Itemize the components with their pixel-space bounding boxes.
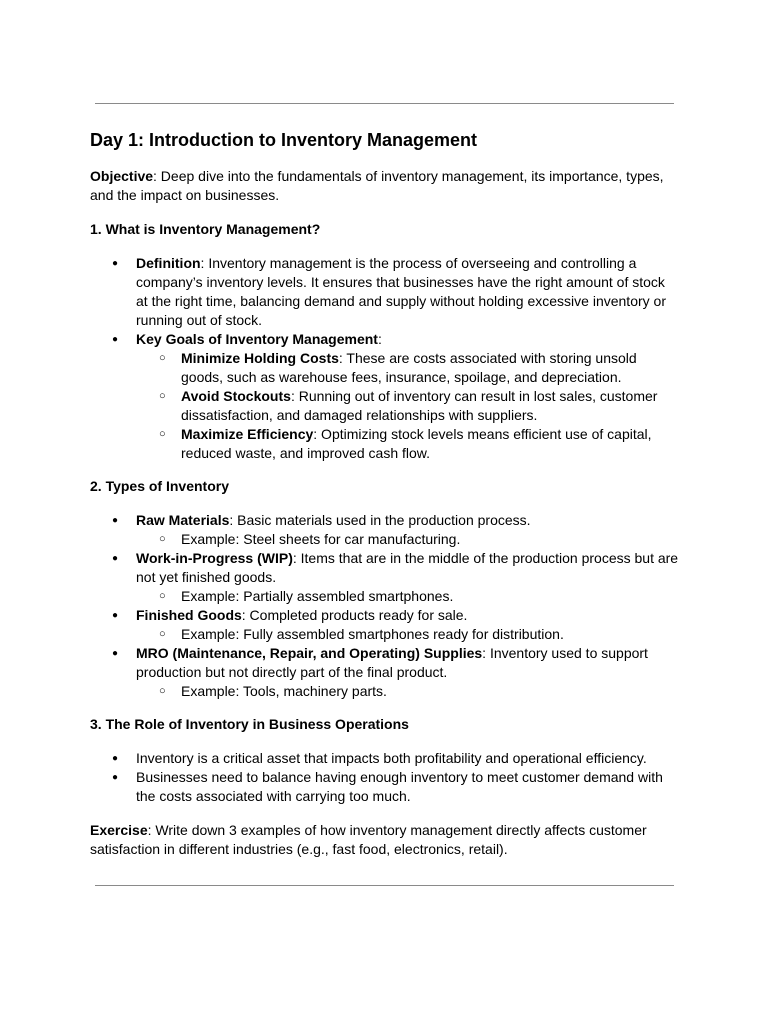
definition-text: : Inventory management is the process of overseeing and controlling a company’s inventory levels. It ensures that businesses have the right amount of stock at the right time, balancing demand and supply without holding excessive inventory or running out of stock. — [136, 255, 666, 328]
list-item: ● Businesses need to balance having enough inventory to meet customer demand with the costs associated with carrying too much. — [90, 768, 680, 806]
section-1-heading: 1. What is Inventory Management? — [90, 221, 321, 237]
goal-text: : Running out of inventory can result in lost sales, customer dissatisfaction, and damaged relationships with suppliers. — [181, 388, 658, 423]
inventory-type-text: : Inventory used to support production but not directly part of the final product. — [136, 645, 648, 680]
section-1-list — [90, 254, 680, 463]
inventory-type-item — [90, 549, 680, 606]
exercise-label: Exercise — [90, 822, 148, 838]
top-divider — [95, 103, 674, 104]
inventory-type-label: Finished Goods — [136, 607, 242, 623]
section-1-heading-block — [90, 220, 680, 239]
bottom-divider — [95, 885, 674, 886]
section-2-heading: 2. Types of Inventory — [90, 478, 229, 494]
example-item: ○ Example: Partially assembled smartphones. — [136, 587, 680, 606]
example-item: ○ Example: Steel sheets for car manufacturing. — [136, 530, 680, 549]
definition-label: Definition — [136, 255, 201, 271]
list-item: ● Inventory is a critical asset that impacts both profitability and operational efficiency. — [90, 749, 680, 768]
inventory-type-text: : Completed products ready for sale. — [241, 607, 468, 623]
list-item-key-goals — [90, 330, 680, 463]
inventory-type-label: Raw Materials — [136, 512, 230, 528]
inventory-type-text: : Basic materials used in the production process. — [229, 512, 531, 528]
key-goals-label: Key Goals of Inventory Management — [136, 331, 378, 347]
example-item: ○ Example: Fully assembled smartphones ready for distribution. — [136, 625, 680, 644]
key-goals-colon: : — [377, 331, 382, 347]
exercise-paragraph — [90, 821, 680, 859]
objective-label: Objective — [90, 168, 154, 184]
goal-item — [136, 425, 680, 463]
goal-text: : Optimizing stock levels means efficient use of capital, reduced waste, and improved cash flow. — [181, 426, 652, 461]
inventory-type-item — [90, 644, 680, 701]
section-3-heading: 3. The Role of Inventory in Business Operations — [90, 716, 409, 732]
inventory-type-item — [90, 606, 680, 644]
inventory-type-text: : Items that are in the middle of the production process but are not yet finished goods. — [136, 550, 679, 585]
inventory-type-item — [90, 511, 680, 549]
goal-label: Minimize Holding Costs — [181, 350, 339, 366]
inventory-type-label: Work-in-Progress (WIP) — [136, 550, 293, 566]
goal-item — [136, 387, 680, 425]
goal-label: Avoid Stockouts — [181, 388, 291, 404]
page-title: Day 1: Introduction to Inventory Management — [90, 130, 478, 150]
exercise-text: : Write down 3 examples of how inventory management directly affects customer satisfaction in different industries (e.g., fast food, electronics, retail). — [90, 822, 647, 857]
inventory-type-label: MRO (Maintenance, Repair, and Operating) Supplies — [136, 645, 483, 661]
goal-text: : These are costs associated with storing unsold goods, such as warehouse fees, insurance, spoilage, and depreciation. — [181, 350, 637, 385]
title-block — [90, 128, 680, 152]
section-3-heading-block — [90, 715, 680, 734]
section-3-list — [90, 749, 680, 806]
goal-label: Maximize Efficiency — [181, 426, 314, 442]
section-2-heading-block — [90, 477, 680, 496]
goal-item — [136, 349, 680, 387]
section-2-list — [90, 511, 680, 701]
objective-text: : Deep dive into the fundamentals of inventory management, its importance, types, and the impact on businesses. — [90, 168, 664, 203]
objective-paragraph — [90, 167, 680, 205]
example-item: ○ Example: Tools, machinery parts. — [136, 682, 680, 701]
list-item-definition — [90, 254, 680, 330]
